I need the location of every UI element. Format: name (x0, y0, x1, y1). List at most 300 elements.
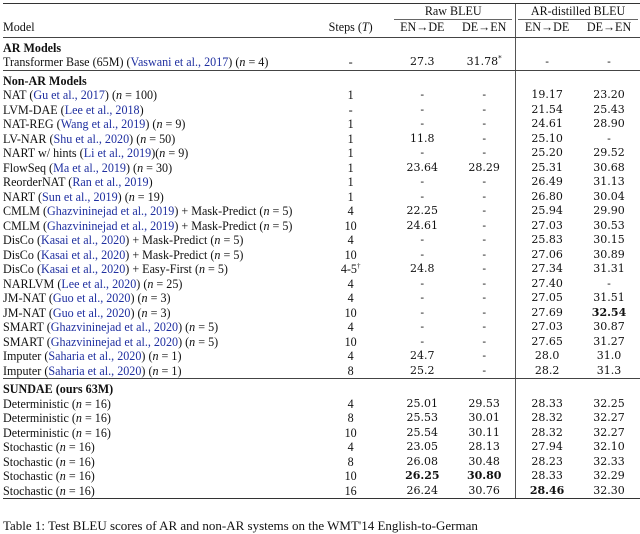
raw-en-de-cell: - (420, 102, 425, 116)
citation-link[interactable]: Sun et al., 2019 (42, 189, 118, 204)
dist-de-en-cell: 31.3 (578, 364, 640, 379)
steps-cell: - (320, 55, 391, 70)
sample-count: (n = 100) (111, 88, 158, 102)
sample-count: (n = 16) (55, 454, 95, 469)
decoding-method: + Mask-Predict (129, 247, 208, 262)
raw-en-de-cell: - (420, 146, 425, 159)
dist-de-en-cell: 31.0 (596, 349, 622, 362)
header-group-row (3, 4, 640, 21)
sample-count: (n = 5) (185, 320, 219, 334)
model-name: DisCo (3, 262, 34, 276)
decoding-method: + Mask-Predict (178, 218, 257, 233)
dist-en-de-cell: 25.20 (516, 146, 578, 161)
model-name-cell: Imputer (Saharia et al., 2020) (n = 1) (3, 349, 182, 363)
steps-cell: 1 (347, 117, 354, 131)
col-dist-de-en: DE→EN (578, 20, 640, 37)
model-name: FlowSeq (3, 160, 47, 175)
model-name-cell: NART w/ hints (Li et al., 2019)(n = 9) (3, 146, 189, 160)
raw-en-de-cell: - (420, 117, 425, 130)
dist-de-en-cell: 32.25 (593, 396, 625, 410)
raw-en-de-cell: 27.3 (391, 55, 453, 70)
model-name-cell (3, 455, 320, 470)
raw-en-de-cell: 22.25 (406, 204, 439, 217)
dist-de-en-cell: 31.13 (593, 175, 625, 188)
table-row (3, 291, 640, 306)
sample-count: (n = 5) (210, 247, 244, 262)
empty-cell (453, 37, 515, 55)
steps-cell: - (348, 102, 353, 117)
dist-en-de-cell: 27.06 (516, 248, 578, 263)
dist-de-en-cell: 29.52 (593, 146, 625, 159)
empty-cell (320, 37, 391, 55)
model-name-cell: LVM-DAE (Lee et al., 2018) (3, 102, 144, 117)
citation-link[interactable]: Kasai et al., 2020 (40, 262, 126, 276)
citation-link[interactable]: Shu et al., 2020 (53, 131, 130, 146)
raw-en-de-cell: 25.53 (406, 411, 439, 424)
model-name: JM-NAT (3, 291, 46, 305)
empty-cell (391, 379, 453, 397)
model-name-cell: SMART (Ghazvininejad et al., 2020) (n = 5) (3, 320, 219, 334)
section-header-row (3, 37, 640, 55)
dist-en-de-cell: 27.94 (516, 440, 578, 455)
model-name: LV-NAR (3, 131, 47, 146)
steps-cell: 10 (344, 305, 357, 320)
raw-de-en-cell: - (482, 117, 487, 130)
raw-de-en-cell: - (482, 276, 487, 290)
model-name: LVM-DAE (3, 102, 58, 117)
dist-en-de-cell: 25.10 (516, 132, 578, 147)
raw-en-de-cell: 23.64 (406, 160, 439, 174)
dist-de-en-cell: 32.29 (593, 469, 625, 482)
table-row (3, 219, 640, 234)
steps-cell: 8 (347, 454, 354, 469)
table-row (3, 161, 640, 176)
dist-en-de-cell: 28.33 (516, 469, 578, 484)
raw-de-en-cell: 30.48 (468, 454, 500, 468)
model-name: DisCo (3, 233, 34, 247)
raw-de-en-cell: - (482, 262, 487, 275)
dist-de-en-cell: 31.27 (593, 334, 625, 348)
citation-link[interactable]: Saharia et al., 2020 (48, 349, 142, 363)
raw-en-de-cell: - (420, 233, 425, 246)
col-raw-de-en: DE→EN (453, 20, 515, 37)
model-name: JM-NAT (3, 305, 46, 320)
raw-de-en-cell: 30.80 (466, 469, 502, 482)
model-name: NAT-REG (3, 117, 54, 131)
raw-de-en-cell: - (482, 204, 487, 217)
raw-en-de-cell: 25.01 (406, 396, 439, 410)
model-name: CMLM (3, 204, 40, 218)
steps-cell: 4-5† (340, 261, 361, 276)
section-title: SUNDAE (ours 63M) (3, 382, 114, 396)
raw-de-en-cell: - (482, 305, 487, 319)
steps-cell: 16 (320, 484, 391, 499)
model-name: ReorderNAT (3, 175, 66, 189)
steps-cell: 4 (347, 349, 354, 363)
table-row (3, 411, 640, 426)
steps-cell: 1 (347, 175, 354, 189)
raw-de-en-cell: - (482, 218, 487, 232)
dist-de-en-cell: 30.68 (593, 160, 625, 174)
dist-en-de-cell: 21.54 (516, 103, 578, 118)
empty-cell (578, 379, 640, 397)
raw-de-en-cell: - (482, 349, 487, 362)
sample-count: (n = 16) (55, 440, 95, 454)
steps-cell: 4 (347, 320, 354, 334)
table-row (3, 397, 640, 412)
sample-count: (n = 5) (259, 204, 293, 218)
dist-de-en-cell: - (607, 131, 611, 145)
model-name-cell (3, 426, 320, 441)
raw-en-de-cell: 26.08 (406, 454, 439, 468)
model-name-cell: Transformer Base (65M) (Vaswani et al., 2017) (n = 4) (3, 55, 320, 70)
model-name-cell: JM-NAT (Guo et al., 2020) (n = 3) (3, 305, 171, 320)
model-name-cell: CMLM (Ghazvininejad et al., 2019) + Mask-Predict (n = 5) (3, 218, 293, 233)
table-row (3, 484, 640, 499)
dist-en-de-cell: 28.32 (516, 426, 578, 441)
empty-cell (516, 379, 578, 397)
model-name-cell (3, 484, 320, 499)
dist-en-de-cell: 25.31 (516, 161, 578, 176)
model-name-cell: CMLM (Ghazvininejad et al., 2019) + Mask-Predict (n = 5) (3, 204, 293, 218)
empty-cell (578, 70, 640, 88)
dist-en-de-cell: 25.94 (516, 204, 578, 219)
model-name: SMART (3, 320, 44, 334)
model-name: Stochastic (3, 454, 53, 469)
citation-link[interactable]: Kasai et al., 2020 (40, 233, 126, 247)
dist-en-de-cell: 27.40 (516, 277, 578, 292)
model-name: Stochastic (3, 483, 53, 498)
section-header-row (3, 379, 640, 397)
steps-cell: 4 (347, 440, 354, 454)
steps-cell: 4 (347, 204, 354, 218)
table-row (3, 440, 640, 455)
dist-de-en-cell: 32.30 (578, 484, 640, 499)
table-row (3, 364, 640, 379)
raw-en-de-cell: - (420, 189, 425, 203)
empty-cell (391, 37, 453, 55)
results-table (3, 3, 640, 499)
raw-de-en-cell: - (482, 102, 487, 116)
raw-de-en-cell: - (482, 131, 487, 145)
section-title: AR Models (3, 40, 62, 55)
table-row (3, 103, 640, 118)
model-name: Imputer (3, 349, 42, 363)
raw-en-de-cell: - (420, 320, 425, 333)
dist-de-en-cell: 32.27 (593, 425, 625, 439)
raw-de-en-cell: - (482, 334, 487, 348)
raw-de-en-cell: - (453, 364, 515, 379)
empty-cell (320, 70, 391, 88)
model-name-cell: NARLVM (Lee et al., 2020) (n = 25) (3, 276, 183, 291)
sample-count: (n = 3) (137, 291, 171, 305)
model-name-cell: NAT-REG (Wang et al., 2019) (n = 9) (3, 117, 186, 131)
decoding-method: + Mask-Predict (178, 204, 257, 218)
raw-en-de-cell: 25.54 (406, 425, 439, 439)
empty-cell (516, 37, 578, 55)
steps-cell: 10 (344, 334, 357, 349)
dist-de-en-cell: 28.90 (593, 117, 625, 130)
model-name: Deterministic (3, 425, 69, 440)
dist-de-en-cell: 30.15 (593, 233, 625, 246)
dist-de-en-cell: 25.43 (593, 102, 625, 116)
group-raw-bleu: Raw BLEU (394, 4, 512, 20)
raw-de-en-cell: 30.11 (468, 425, 500, 439)
table-row (3, 55, 640, 70)
dist-de-en-cell: 32.54 (591, 305, 627, 319)
group-distilled-bleu: AR-distilled BLEU (518, 4, 638, 20)
model-name-cell: NART (Sun et al., 2019) (n = 19) (3, 189, 164, 204)
raw-en-de-cell: 23.05 (406, 440, 439, 453)
citation-link[interactable]: Ghazvininejad et al., 2020 (50, 320, 179, 334)
table-row (3, 469, 640, 484)
citation-link[interactable]: Guo et al., 2020 (52, 305, 131, 320)
steps-cell: 10 (344, 218, 357, 233)
dist-en-de-cell: - (516, 55, 578, 70)
table-row (3, 88, 640, 103)
model-name-cell: JM-NAT (Guo et al., 2020) (n = 3) (3, 291, 171, 305)
citation-link[interactable]: Lee et al., 2018 (64, 102, 140, 117)
table-caption: Table 1: Test BLEU scores of AR and non-AR systems on the WMT'14 English-to-German (3, 518, 478, 533)
table-row (3, 455, 640, 470)
dist-de-en-cell: - (578, 55, 640, 70)
sample-count: (n = 25) (143, 276, 183, 291)
table-row (3, 204, 640, 219)
model-name: CMLM (3, 218, 40, 233)
raw-de-en-cell: - (482, 189, 487, 203)
steps-cell: 10 (344, 247, 357, 262)
model-name: Transformer Base (65M) (3, 55, 124, 69)
raw-en-de-cell: 11.8 (410, 131, 435, 145)
steps-cell: 8 (347, 411, 354, 425)
citation-link[interactable]: Li et al., 2019 (83, 146, 152, 160)
model-name-cell: Imputer (Saharia et al., 2020) (n = 1) (3, 364, 320, 379)
steps-cell: 1 (347, 146, 354, 160)
model-name-cell: DisCo (Kasai et al., 2020) + Easy-First (n = 5) (3, 262, 228, 276)
citation-link[interactable]: Gu et al., 2017 (33, 88, 105, 102)
dist-de-en-cell: 23.20 (593, 88, 625, 101)
raw-en-de-cell: 26.24 (391, 484, 453, 499)
model-name-cell (3, 397, 320, 412)
table-row (3, 146, 640, 161)
sample-count: (n = 9) (152, 117, 186, 131)
raw-en-de-cell: 24.61 (406, 218, 439, 232)
steps-cell: 8 (320, 364, 391, 379)
steps-cell: 1 (347, 189, 354, 204)
sample-count: (n = 19) (124, 189, 164, 204)
table-row (3, 190, 640, 205)
steps-cell: 4 (347, 396, 354, 411)
header-column-row (3, 20, 640, 37)
sample-count: (n = 5) (210, 233, 244, 247)
citation-link[interactable]: Lee et al., 2020 (61, 276, 137, 291)
empty-cell (516, 70, 578, 88)
dist-de-en-cell: 30.53 (593, 218, 625, 232)
citation-link[interactable]: Ghazvininejad et al., 2019 (47, 204, 175, 218)
empty-cell (391, 70, 453, 88)
raw-de-en-cell: 30.76 (453, 484, 515, 499)
dist-en-de-cell: 24.61 (516, 117, 578, 132)
model-name-cell (3, 469, 320, 484)
dist-de-en-cell: 31.31 (593, 262, 625, 275)
citation-link[interactable]: Guo et al., 2020 (52, 291, 131, 305)
sample-count: (n = 3) (137, 305, 171, 320)
raw-de-en-cell: - (482, 291, 487, 304)
sample-count: (n = 4) (235, 55, 269, 69)
dist-en-de-cell: 27.03 (516, 219, 578, 234)
table-row (3, 175, 640, 190)
sample-count: (n = 9) (155, 146, 189, 160)
dist-en-de-cell: 28.46 (516, 484, 578, 499)
decoding-method: + Mask-Predict (129, 233, 208, 247)
empty-cell (453, 379, 515, 397)
sample-count: (n = 1) (148, 363, 182, 378)
model-name: NAT (3, 88, 27, 102)
dist-en-de-cell: 28.32 (516, 411, 578, 426)
table-row (3, 306, 640, 321)
raw-en-de-cell: - (420, 276, 425, 290)
raw-en-de-cell: - (420, 334, 425, 348)
sample-count: (n = 50) (136, 131, 176, 146)
raw-de-en-cell: - (482, 175, 487, 188)
raw-de-en-cell: - (482, 146, 487, 159)
table-row (3, 320, 640, 335)
sample-count: (n = 5) (259, 218, 293, 233)
raw-de-en-cell: 28.29 (468, 160, 500, 174)
sample-count: (n = 5) (194, 262, 228, 276)
dist-de-en-cell: 30.04 (593, 189, 625, 203)
steps-cell: 10 (344, 469, 357, 483)
raw-en-de-cell: - (420, 175, 425, 188)
raw-de-en-cell: - (482, 320, 487, 333)
sample-count: (n = 16) (71, 396, 111, 411)
model-name-cell: DisCo (Kasai et al., 2020) + Mask-Predict (n = 5) (3, 247, 244, 262)
model-name-cell (3, 411, 320, 426)
sample-count: (n = 30) (133, 160, 173, 175)
model-name: NARLVM (3, 276, 55, 291)
dist-de-en-cell: - (607, 276, 611, 290)
steps-cell: 4 (347, 291, 354, 305)
sample-count: (n = 5) (185, 334, 219, 349)
citation-link[interactable]: Ma et al., 2019 (53, 160, 126, 175)
table-row (3, 426, 640, 441)
citation-link[interactable]: Saharia et al., 2020 (48, 363, 142, 378)
sample-count: (n = 1) (148, 349, 182, 363)
dist-en-de-cell: 25.83 (516, 233, 578, 248)
sample-count: (n = 16) (71, 411, 111, 425)
model-name-cell: ReorderNAT (Ran et al., 2019) (3, 175, 153, 189)
raw-en-de-cell: 24.7 (410, 349, 435, 362)
raw-en-de-cell: - (420, 88, 425, 101)
dist-en-de-cell: 28.0 (516, 349, 578, 364)
section-header-row (3, 70, 640, 88)
dist-en-de-cell: 26.49 (516, 175, 578, 190)
raw-de-en-cell: 31.78* (453, 55, 515, 70)
model-name: Deterministic (3, 396, 69, 411)
col-steps: Steps (T) (320, 20, 391, 37)
table-row (3, 277, 640, 292)
steps-cell: 4 (347, 276, 354, 291)
col-raw-en-de: EN→DE (391, 20, 453, 37)
dist-en-de-cell: 27.03 (516, 320, 578, 335)
table-row (3, 117, 640, 132)
citation-link[interactable]: Vaswani et al., 2017 (130, 55, 229, 69)
dist-en-de-cell: 28.23 (516, 455, 578, 470)
table-body (3, 37, 640, 499)
citation-link[interactable]: Ran et al., 2019 (72, 175, 149, 189)
dist-en-de-cell: 27.05 (516, 291, 578, 306)
table-row (3, 349, 640, 364)
sample-count: (n = 16) (71, 425, 111, 440)
table-row (3, 233, 640, 248)
dist-en-de-cell: 28.33 (516, 397, 578, 412)
model-name-cell: LV-NAR (Shu et al., 2020) (n = 50) (3, 131, 176, 146)
model-name-cell: SMART (Ghazvininejad et al., 2020) (n = 5) (3, 334, 219, 349)
citation-link[interactable]: Ghazvininejad et al., 2020 (50, 334, 179, 349)
raw-de-en-cell: 29.53 (468, 396, 500, 410)
raw-en-de-cell: - (420, 247, 425, 261)
section-title: Non-AR Models (3, 73, 87, 88)
model-name: Imputer (3, 363, 42, 378)
dist-de-en-cell: 30.87 (593, 320, 625, 333)
dist-de-en-cell: 29.90 (593, 204, 625, 217)
steps-cell: 1 (347, 160, 354, 175)
raw-de-en-cell: 28.13 (468, 440, 500, 453)
raw-de-en-cell: - (482, 247, 487, 261)
model-name: Stochastic (3, 440, 53, 454)
raw-de-en-cell: 30.01 (468, 411, 500, 424)
model-name: SMART (3, 334, 44, 349)
empty-cell (453, 70, 515, 88)
decoding-method: + Easy-First (129, 262, 192, 276)
table-row (3, 132, 640, 147)
empty-cell (320, 379, 391, 397)
steps-cell: 1 (347, 131, 354, 146)
raw-en-de-cell: - (420, 291, 425, 304)
model-name-cell: DisCo (Kasai et al., 2020) + Mask-Predict (n = 5) (3, 233, 244, 247)
raw-de-en-cell: - (482, 88, 487, 101)
citation-link[interactable]: Wang et al., 2019 (60, 117, 146, 131)
sample-count: (n = 16) (55, 469, 95, 483)
table-row (3, 248, 640, 263)
dist-de-en-cell: 32.33 (593, 454, 625, 468)
model-name: NART w/ hints (3, 146, 77, 160)
model-name-cell: FlowSeq (Ma et al., 2019) (n = 30) (3, 160, 173, 175)
raw-en-de-cell: 24.8 (410, 262, 435, 275)
model-name: Stochastic (3, 469, 53, 483)
col-model: Model (3, 20, 320, 37)
dist-en-de-cell: 19.17 (516, 88, 578, 103)
dist-de-en-cell: 32.10 (593, 440, 625, 453)
raw-en-de-cell: 25.2 (391, 364, 453, 379)
steps-cell: 10 (344, 425, 357, 440)
dist-en-de-cell: 26.80 (516, 190, 578, 205)
citation-link[interactable]: Kasai et al., 2020 (40, 247, 126, 262)
dist-de-en-cell: 30.89 (593, 247, 625, 261)
model-name: NART (3, 189, 35, 204)
raw-de-en-cell: - (482, 233, 487, 246)
raw-en-de-cell: - (420, 305, 425, 319)
dist-en-de-cell: 27.34 (516, 262, 578, 277)
table-row (3, 335, 640, 350)
dist-de-en-cell: 32.27 (593, 411, 625, 424)
citation-link[interactable]: Ghazvininejad et al., 2019 (47, 218, 175, 233)
steps-symbol: T (361, 20, 369, 34)
empty-cell (578, 37, 640, 55)
model-name: DisCo (3, 247, 34, 262)
steps-cell: 4 (347, 233, 354, 247)
table-row (3, 262, 640, 277)
